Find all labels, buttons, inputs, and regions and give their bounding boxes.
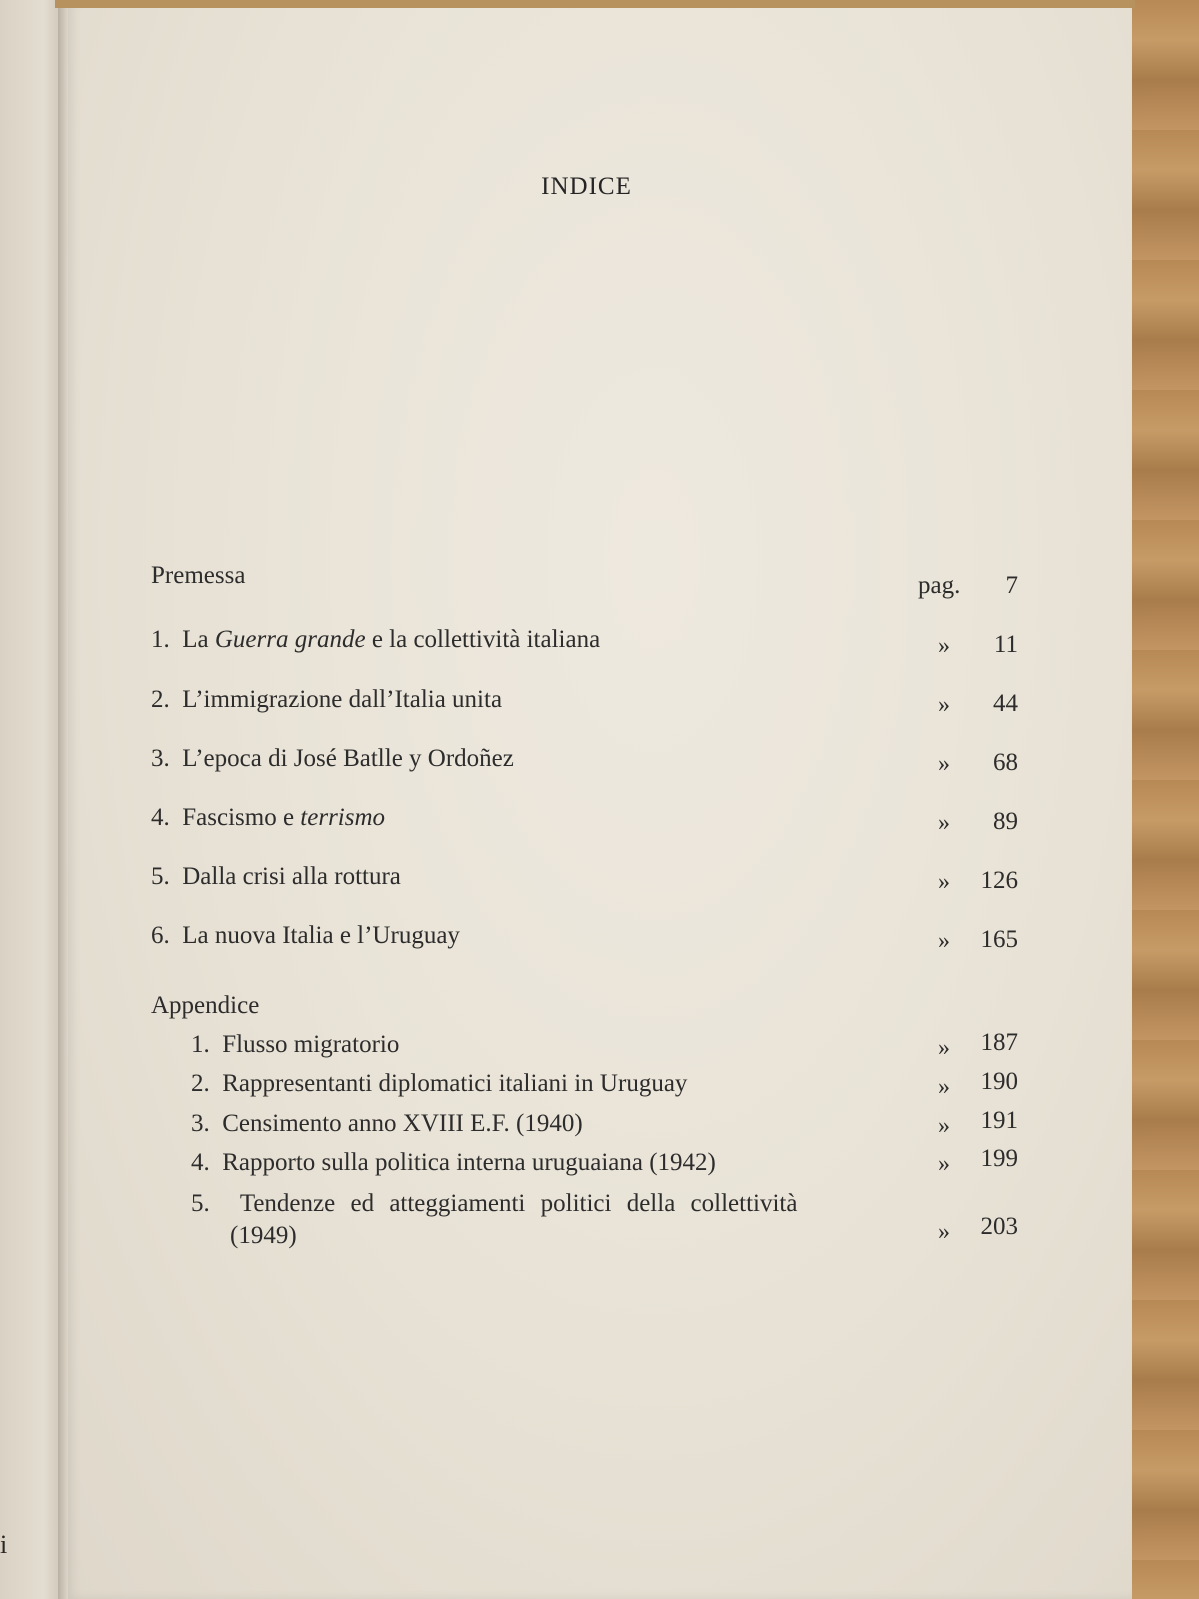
appendix-item-5-text: Tendenze ed atteggiamenti politici della collettività <box>239 1190 798 1217</box>
appendix-item-1 <box>191 1031 399 1059</box>
wooden-table-background <box>1130 0 1199 1599</box>
appendix-item-1-ditto-mark: » <box>938 1035 950 1061</box>
chapter-6-entry <box>151 922 460 950</box>
appendix-item-4-page-number: 199 <box>980 1145 1018 1172</box>
chapter-3-text: L’epoca di José Batlle y Ordoñez <box>182 745 514 772</box>
premessa-page-number: 7 <box>1005 572 1018 599</box>
chapter-4-text-italic: terrismo <box>300 804 386 831</box>
appendix-item-1-number: 1. <box>191 1031 210 1058</box>
chapter-1-page-number: 11 <box>993 631 1018 658</box>
chapter-1-number: 1. <box>151 626 170 653</box>
appendix-item-4-text: Rapporto sulla politica interna uruguaiana (1942) <box>222 1149 716 1176</box>
chapter-6-ditto-mark: » <box>938 928 950 954</box>
appendix-item-2 <box>191 1070 687 1098</box>
appendix-item-4 <box>191 1149 716 1177</box>
chapter-4-number: 4. <box>151 804 170 831</box>
chapter-2-entry <box>151 686 502 714</box>
chapter-2-text: L’immigrazione dall’Italia unita <box>182 686 503 713</box>
chapter-6-page-number: 165 <box>980 926 1018 953</box>
appendix-item-3-number: 3. <box>191 1110 210 1137</box>
chapter-5-ditto-mark: » <box>938 869 950 895</box>
chapter-4-page-number: 89 <box>993 808 1018 835</box>
appendix-item-1-page-number: 187 <box>980 1029 1018 1056</box>
appendix-item-4-number: 4. <box>191 1149 210 1176</box>
appendix-item-5-number: 5. <box>191 1190 210 1217</box>
appendix-item-1-text: Flusso migratorio <box>222 1031 400 1058</box>
premessa-pag-label: pag. <box>918 572 961 599</box>
appendix-item-4-ditto-mark: » <box>938 1151 950 1177</box>
chapter-1-text-post: e la collettività italiana <box>365 626 601 653</box>
previous-page-character: i <box>0 1530 8 1559</box>
chapter-1-text-italic: Guerra grande <box>214 626 366 653</box>
appendix-item-5-ditto-mark: » <box>938 1219 950 1245</box>
chapter-5-page-number: 126 <box>980 867 1018 894</box>
chapter-1-text-pre: La <box>182 626 215 653</box>
chapter-5-text: Dalla crisi alla rottura <box>182 863 401 890</box>
appendix-item-2-page-number: 190 <box>980 1068 1018 1095</box>
appendix-item-5-text-continued: (1949) <box>230 1222 297 1249</box>
premessa-label: Premessa <box>151 562 246 589</box>
chapter-4-entry <box>151 804 385 832</box>
chapter-5-entry <box>151 863 401 891</box>
appendix-item-5 <box>191 1190 797 1218</box>
appendice-label: Appendice <box>151 992 260 1019</box>
chapter-2-number: 2. <box>151 686 170 713</box>
appendix-item-3-text: Censimento anno XVIII E.F. (1940) <box>222 1110 583 1137</box>
chapter-3-ditto-mark: » <box>938 751 950 777</box>
chapter-2-ditto-mark: » <box>938 692 950 718</box>
appendix-item-3-page-number: 191 <box>980 1107 1018 1134</box>
book-page <box>66 0 1132 1599</box>
chapter-1-entry <box>151 626 600 654</box>
appendix-item-3 <box>191 1110 583 1138</box>
chapter-6-number: 6. <box>151 922 170 949</box>
chapter-5-number: 5. <box>151 863 170 890</box>
chapter-3-number: 3. <box>151 745 170 772</box>
chapter-3-page-number: 68 <box>993 749 1018 776</box>
chapter-4-ditto-mark: » <box>938 810 950 836</box>
appendix-item-3-ditto-mark: » <box>938 1113 950 1139</box>
appendix-item-2-ditto-mark: » <box>938 1074 950 1100</box>
book-gutter <box>58 0 68 1599</box>
chapter-4-text-pre: Fascismo e <box>182 804 301 831</box>
chapter-6-text: La nuova Italia e l’Uruguay <box>182 922 460 949</box>
previous-page-edge <box>0 0 62 1599</box>
appendix-item-2-text: Rappresentanti diplomatici italiani in Uruguay <box>222 1070 688 1097</box>
appendix-item-2-number: 2. <box>191 1070 210 1097</box>
chapter-3-entry <box>151 745 514 773</box>
appendix-item-5-page-number: 203 <box>980 1213 1018 1240</box>
chapter-2-page-number: 44 <box>993 690 1018 717</box>
page-title: INDICE <box>541 173 632 200</box>
page-top-edge <box>55 0 1135 8</box>
chapter-1-ditto-mark: » <box>938 633 950 659</box>
